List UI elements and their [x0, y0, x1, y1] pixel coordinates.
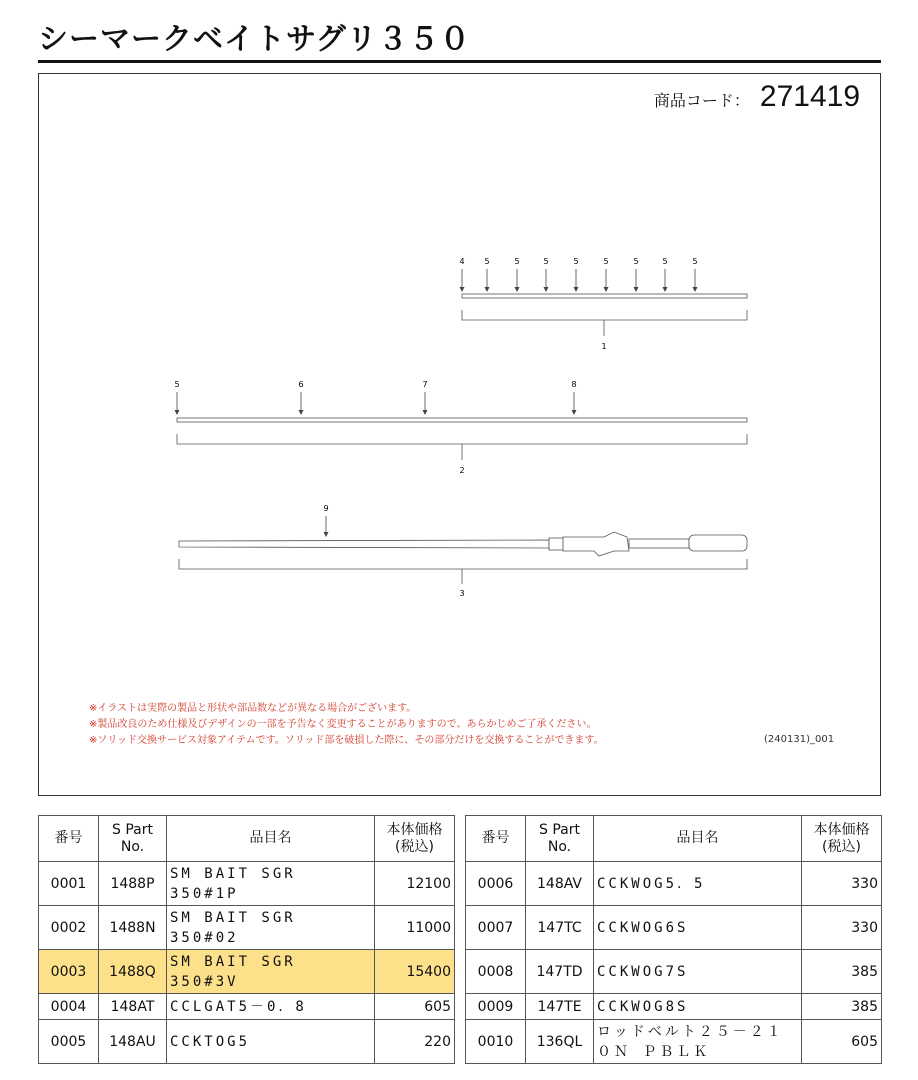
header-part: S Part No. [526, 816, 594, 862]
cell-part: 147TC [526, 906, 594, 950]
table-header [466, 816, 882, 862]
illustration-code: (240131)_001 [764, 734, 835, 745]
callout-arrowhead [324, 532, 329, 537]
cell-no: 0002 [39, 906, 99, 950]
table-header [39, 816, 455, 862]
cell-no: 0001 [39, 862, 99, 906]
cell-part: 148AT [99, 994, 167, 1020]
header-name: 品目名 [167, 816, 375, 862]
cell-part: 136QL [526, 1020, 594, 1064]
table-row [466, 1020, 882, 1064]
callout-arrowhead [693, 287, 698, 292]
callout-number: 5 [514, 257, 520, 266]
cell-part: 147TE [526, 994, 594, 1020]
callout-number: 5 [633, 257, 639, 266]
cell-name: CCKWOG5．5 [594, 862, 802, 906]
section-3-butt [179, 504, 747, 598]
callout-arrowhead [574, 287, 579, 292]
section-2-label: 2 [459, 466, 465, 475]
cell-no: 0003 [39, 950, 99, 994]
parts-table-right [465, 815, 882, 1064]
cell-name: SM BAIT SGR 350#1P [167, 862, 375, 906]
title-underline [38, 60, 881, 63]
callout-arrowhead [604, 287, 609, 292]
rear-blank [629, 539, 689, 548]
callout-arrowhead [485, 287, 490, 292]
rear-grip [689, 535, 747, 551]
reel-seat-nut [549, 538, 563, 550]
callout-number: 9 [323, 504, 329, 513]
callout-arrowhead [299, 410, 304, 415]
cell-no: 0008 [466, 950, 526, 994]
rod-middle-section [177, 418, 747, 422]
table-row [466, 906, 882, 950]
parts-diagram-panel [38, 73, 881, 796]
table-row [466, 994, 882, 1020]
cell-price: 605 [375, 994, 455, 1020]
callout-arrowhead [175, 410, 180, 415]
cell-no: 0007 [466, 906, 526, 950]
cell-part: 147TD [526, 950, 594, 994]
callout-number: 5 [573, 257, 579, 266]
cell-price: 220 [375, 1020, 455, 1064]
callout-number: 5 [174, 380, 180, 389]
cell-no: 0006 [466, 862, 526, 906]
cell-name: CCKTOG5 [167, 1020, 375, 1064]
cell-price: 385 [802, 994, 882, 1020]
header-part: S Part No. [99, 816, 167, 862]
cell-part: 1488N [99, 906, 167, 950]
cell-part: 1488Q [99, 950, 167, 994]
cell-name: CCLGAT5－0．8 [167, 994, 375, 1020]
section-2-middle [174, 380, 747, 475]
section-3-bracket [179, 559, 747, 569]
header-no: 番号 [39, 816, 99, 862]
cell-name: CCKWOG6S [594, 906, 802, 950]
callout-arrowhead [634, 287, 639, 292]
callout-number: 8 [571, 380, 577, 389]
exploded-parts-illustration [39, 74, 882, 797]
header-price: 本体価格 (税込) [375, 816, 455, 862]
table-row [39, 994, 455, 1020]
page-title: シーマークベイトサグリ３５０ [38, 22, 471, 57]
note-line: ※ソリッド交換サービス対象アイテムです。ソリッド部を破損した際に、その部分だけを交換することができます。 [89, 735, 604, 746]
callout-arrowhead [663, 287, 668, 292]
cell-price: 605 [802, 1020, 882, 1064]
cell-name: SM BAIT SGR 350#02 [167, 906, 375, 950]
table-row [466, 950, 882, 994]
callout-arrowhead [544, 287, 549, 292]
note-line: ※イラストは実際の製品と形状や部品数などが異なる場合がございます。 [89, 703, 417, 714]
cell-no: 0009 [466, 994, 526, 1020]
disclaimer-notes [89, 701, 604, 749]
header-name: 品目名 [594, 816, 802, 862]
callout-arrowhead [572, 410, 577, 415]
cell-no: 0005 [39, 1020, 99, 1064]
table-row [466, 862, 882, 906]
cell-price: 330 [802, 862, 882, 906]
cell-name: CCKWOG7S [594, 950, 802, 994]
header-price: 本体価格 (税込) [802, 816, 882, 862]
cell-price: 385 [802, 950, 882, 994]
callout-number: 6 [298, 380, 304, 389]
section-2-bracket [177, 434, 747, 444]
callout-number: 5 [603, 257, 609, 266]
parts-table-left [38, 815, 455, 1064]
note-line: ※製品改良のため仕様及びデザインの一部を予告なく変更することがありますので、あらかじめご了承ください。 [89, 719, 597, 730]
cell-name: ロッドベルト２５－２１０Ｎ ＰＢＬＫ [594, 1020, 802, 1064]
callout-arrowhead [423, 410, 428, 415]
product-code-label: 商品コード： [653, 91, 750, 110]
section-1-tip [459, 257, 747, 351]
table-row [39, 862, 455, 906]
callout-number: 4 [459, 257, 465, 266]
cell-part: 148AV [526, 862, 594, 906]
callout-number: 7 [422, 380, 428, 389]
callout-arrowhead [515, 287, 520, 292]
cell-price: 12100 [375, 862, 455, 906]
reel-seat-trigger [563, 532, 629, 556]
cell-name: SM BAIT SGR 350#3V [167, 950, 375, 994]
callout-number: 5 [543, 257, 549, 266]
cell-no: 0004 [39, 994, 99, 1020]
callout-number: 5 [692, 257, 698, 266]
section-1-bracket [462, 310, 747, 320]
cell-name: CCKWOG8S [594, 994, 802, 1020]
callout-number: 5 [662, 257, 668, 266]
section-3-label: 3 [459, 589, 465, 598]
rod-tip-section [462, 294, 747, 298]
header-no: 番号 [466, 816, 526, 862]
cell-price: 330 [802, 906, 882, 950]
callout-arrowhead [460, 287, 465, 292]
table-row [39, 906, 455, 950]
cell-no: 0010 [466, 1020, 526, 1064]
section-1-label: 1 [601, 342, 607, 351]
callout-number: 5 [484, 257, 490, 266]
rod-butt-blank [179, 540, 549, 548]
cell-part: 1488P [99, 862, 167, 906]
cell-price: 11000 [375, 906, 455, 950]
cell-price: 15400 [375, 950, 455, 994]
table-row [39, 1020, 455, 1064]
table-row-highlighted [39, 950, 455, 994]
product-code-value: 271419 [759, 80, 860, 113]
cell-part: 148AU [99, 1020, 167, 1064]
